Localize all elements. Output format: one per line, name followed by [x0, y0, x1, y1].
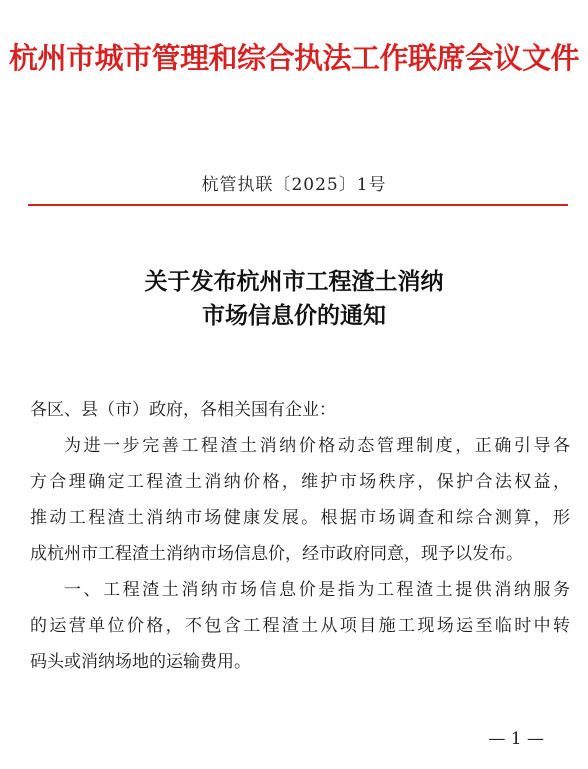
notice-body	[30, 392, 570, 680]
paragraph-line: 成杭州市工程渣土消纳市场信息价，经市政府同意，现予以发布。	[30, 544, 523, 564]
notice-title-line-1: 关于发布杭州市工程渣土消纳	[144, 268, 444, 295]
paragraph-line: 一、工程渣土消纳市场信息价是指为工程渣土提供消纳服务	[64, 580, 570, 600]
paragraph-line: 推动工程渣土消纳市场健康发展。根据市场调查和综合测算，形	[30, 508, 570, 528]
notice-title-line-2: 市场信息价的通知	[202, 302, 386, 329]
notice-title	[0, 265, 588, 333]
document-header-title: 杭州市城市管理和综合执法工作联席会议文件	[8, 41, 579, 75]
document-number: 杭管执联〔2025〕1号	[201, 175, 387, 195]
paragraph-line: 的运营单位价格，不包含工程渣土从项目施工现场运至临时中转	[30, 616, 570, 636]
paragraph-line: 为进一步完善工程渣土消纳价格动态管理制度，正确引导各	[64, 436, 570, 456]
red-divider-line	[28, 204, 568, 206]
salutation: 各区、县（市）政府，各相关国有企业：	[30, 400, 336, 420]
page-number: — 1 —	[488, 729, 544, 749]
paragraph-line: 码头或消纳场地的运输费用。	[30, 652, 251, 672]
paragraph-line: 方合理确定工程渣土消纳价格，维护市场秩序，保护合法权益，	[30, 472, 570, 492]
